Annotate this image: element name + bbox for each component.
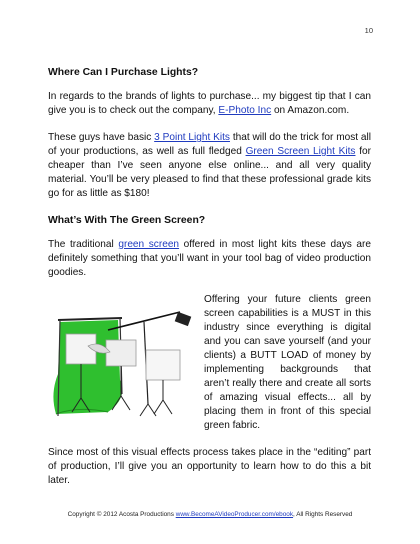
text-run: offered in most light kits these days are definitely something that you’ll want in your tool bag of video production goodies. bbox=[48, 239, 371, 278]
paragraph-editing: Since most of this visual effects process takes place in the “editing” part of production, I’ll give you an opportunity to learn how to do this a bit later. bbox=[48, 447, 371, 486]
rights-text: , All Rights Reserved bbox=[293, 511, 353, 518]
link-ephoto[interactable]: E-Photo Inc bbox=[218, 105, 272, 116]
text-run: that will do the trick for most all of your productions, as well as full fledged bbox=[48, 132, 371, 157]
text-run: for cheaper than I’ve seen anyone else online... and all very quality material. You’ll be very pleased to find that these professional grade kits go for as little as $180! bbox=[48, 146, 371, 199]
text-run: on Amazon.com. bbox=[271, 105, 350, 116]
paragraph-traditional-green-screen bbox=[48, 238, 371, 280]
section-heading-green-screen: What’s With The Green Screen? bbox=[48, 215, 206, 226]
link-green-screen[interactable]: green screen bbox=[118, 239, 180, 250]
page-content bbox=[48, 66, 371, 501]
page-number: 10 bbox=[364, 26, 373, 35]
paragraph-brands bbox=[48, 90, 371, 118]
text-run: In regards to the brands of lights to purchase... my biggest tip that I can give you is to check out the company, bbox=[48, 91, 371, 116]
footer-link-ebook[interactable]: www.BecomeAVideoProducer.com/ebook bbox=[175, 511, 294, 518]
paragraph-kits bbox=[48, 131, 371, 201]
page-footer bbox=[0, 511, 420, 518]
green-screen-kit-illustration bbox=[48, 294, 198, 420]
link-green-screen-light-kits[interactable]: Green Screen Light Kits bbox=[245, 146, 356, 157]
text-run: The traditional bbox=[48, 239, 119, 250]
link-3-point-light-kits[interactable]: 3 Point Light Kits bbox=[154, 132, 230, 143]
text-run: These guys have basic bbox=[48, 132, 155, 143]
copyright-text: Copyright © 2012 Acosta Productions bbox=[67, 511, 176, 518]
green-screen-kit-image bbox=[48, 294, 198, 420]
paragraph-offering-clients: Offering your future clients green screen capabilities is a MUST in this industry since everything is digital and you can save yourself (and your clients) a BUTT LOAD of money by implementing backgrounds that aren’t really there and create all sorts of amazing visual effects... all by placing them in front of this special green fabric. bbox=[204, 294, 371, 431]
section-heading-purchase-lights: Where Can I Purchase Lights? bbox=[48, 67, 199, 78]
paragraph-with-figure bbox=[48, 293, 371, 433]
